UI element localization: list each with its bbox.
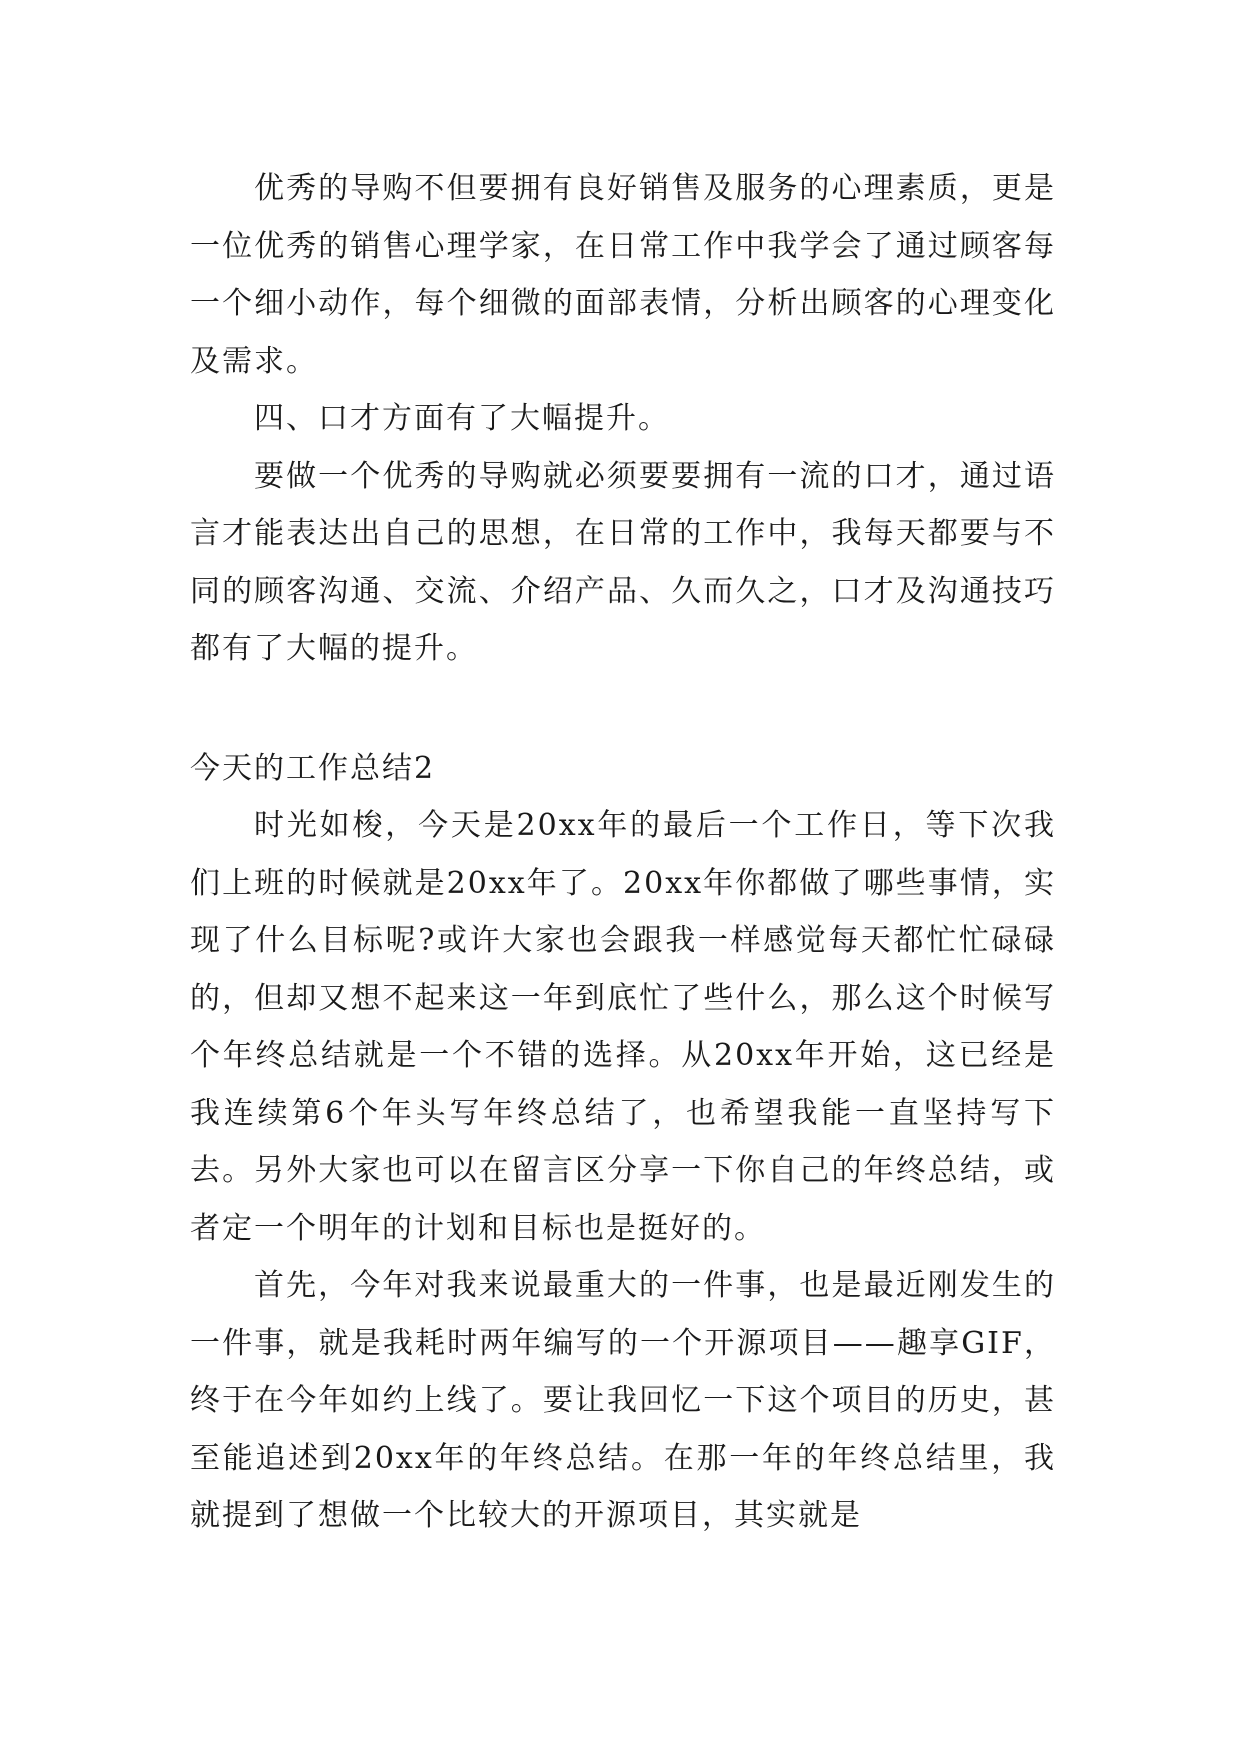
paragraph-year-end: 时光如梭，今天是20xx年的最后一个工作日，等下次我们上班的时候就是20xx年了。20xx年你都做了哪些事情，实现了什么目标呢?或许大家也会跟我一样感觉每天都忙忙碌碌的，但却又想不起来这一年到底忙了些什么，那么这个时候写个年终总结就是一个不错的选择。从20xx年开始，这已经是我连续第6个年头写年终总结了，也希望我能一直坚持写下去。另外大家也可以在留言区分享一下你自己的年终总结，或者定一个明年的计划和目标也是挺好的。 bbox=[190, 808, 1056, 1246]
paragraph-sales-psychology: 优秀的导购不但要拥有良好销售及服务的心理素质，更是一位优秀的销售心理学家，在日常工作中我学会了通过顾客每一个细小动作，每个细微的面部表情，分析出顾客的心理变化及需求。 bbox=[190, 171, 1056, 379]
paragraph-eloquence: 要做一个优秀的导购就必须要要拥有一流的口才，通过语言才能表达出自己的思想，在日常的工作中，我每天都要与不同的顾客沟通、交流、介绍产品、久而久之，口才及沟通技巧都有了大幅的提升。 bbox=[190, 458, 1056, 666]
paragraph-eloquence-heading: 四、口才方面有了大幅提升。 bbox=[254, 401, 670, 436]
paragraph-open-source-project: 首先，今年对我来说最重大的一件事，也是最近刚发生的一件事，就是我耗时两年编写的一个开源项目——趣享GIF，终于在今年如约上线了。要让我回忆一下这个项目的历史，甚至能追述到20xx年的年终总结。在那一年的年终总结里，我就提到了想做一个比较大的开源项目，其实就是 bbox=[190, 1268, 1056, 1533]
document-body bbox=[190, 160, 1056, 1545]
section-heading: 今天的工作总结2 bbox=[190, 750, 436, 786]
